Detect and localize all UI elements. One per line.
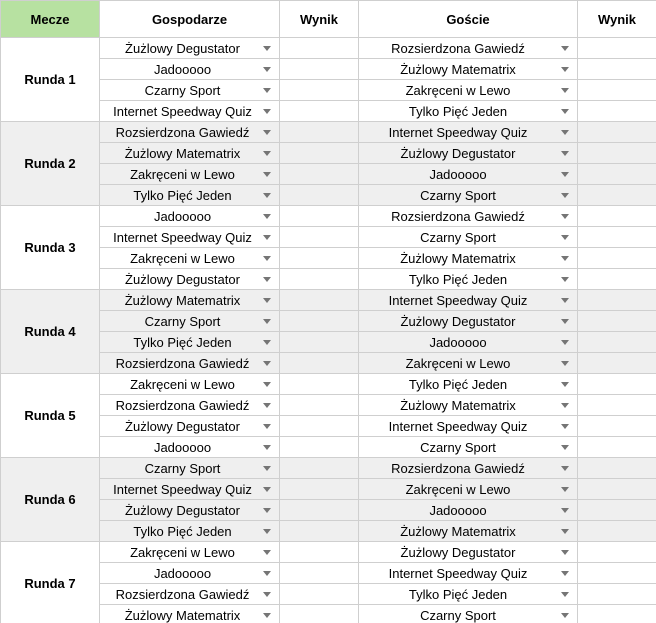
home-team-dropdown[interactable]: [100, 605, 280, 623]
away-team-name: Żużlowy Matematrix: [400, 397, 516, 413]
home-team-dropdown[interactable]: [100, 395, 280, 416]
chevron-down-icon[interactable]: [263, 193, 271, 198]
table-row: [1, 500, 656, 521]
chevron-down-icon[interactable]: [561, 214, 569, 219]
table-row: [1, 332, 656, 353]
away-team-name: Rozsierdzona Gawiedź: [391, 40, 525, 56]
chevron-down-icon[interactable]: [561, 109, 569, 114]
away-team-dropdown[interactable]: [359, 500, 578, 521]
home-team-name: Tylko Pięć Jeden: [133, 523, 232, 539]
home-score-cell[interactable]: [280, 584, 359, 605]
away-score-cell[interactable]: [578, 353, 656, 374]
chevron-down-icon[interactable]: [561, 193, 569, 198]
home-score-cell[interactable]: [280, 353, 359, 374]
chevron-down-icon[interactable]: [263, 424, 271, 429]
table-row: [1, 122, 656, 143]
away-team-name: Żużlowy Degustator: [400, 313, 516, 329]
away-score-cell[interactable]: [578, 332, 656, 353]
header-goscie[interactable]: Goście: [359, 1, 578, 38]
home-score-cell[interactable]: [280, 374, 359, 395]
table-row: [1, 563, 656, 584]
away-team-name: Zakręceni w Lewo: [405, 82, 511, 98]
chevron-down-icon[interactable]: [263, 466, 271, 471]
home-team-dropdown[interactable]: [100, 38, 280, 59]
chevron-down-icon[interactable]: [263, 571, 271, 576]
home-team-dropdown[interactable]: [100, 143, 280, 164]
away-team-dropdown[interactable]: [359, 437, 578, 458]
home-score-cell[interactable]: [280, 332, 359, 353]
chevron-down-icon[interactable]: [263, 214, 271, 219]
home-team-name: Rozsierdzona Gawiedź: [115, 355, 250, 371]
home-team-dropdown[interactable]: [100, 122, 280, 143]
away-score-cell[interactable]: [578, 395, 656, 416]
away-team-dropdown[interactable]: [359, 458, 578, 479]
chevron-down-icon[interactable]: [561, 298, 569, 303]
away-team-name: Żużlowy Matematrix: [400, 250, 516, 266]
table-row: [1, 269, 656, 290]
home-team-dropdown[interactable]: [100, 563, 280, 584]
away-score-cell[interactable]: [578, 59, 656, 80]
home-team-name: Jadooooo: [153, 565, 212, 581]
round-label[interactable]: Runda 4: [1, 290, 100, 374]
chevron-down-icon[interactable]: [561, 613, 569, 618]
home-team-dropdown[interactable]: [100, 458, 280, 479]
away-team-dropdown[interactable]: [359, 374, 578, 395]
chevron-down-icon[interactable]: [263, 319, 271, 324]
away-team-name: Tylko Pięć Jeden: [408, 271, 508, 287]
home-score-cell[interactable]: [280, 248, 359, 269]
chevron-down-icon[interactable]: [263, 277, 271, 282]
chevron-down-icon[interactable]: [561, 151, 569, 156]
chevron-down-icon[interactable]: [263, 403, 271, 408]
away-team-name: Czarny Sport: [420, 607, 496, 623]
round-label[interactable]: Runda 7: [1, 542, 100, 623]
away-score-cell[interactable]: [578, 248, 656, 269]
table-row: [1, 374, 656, 395]
home-team-dropdown[interactable]: [100, 101, 280, 122]
away-score-cell[interactable]: [578, 521, 656, 542]
home-score-cell[interactable]: [280, 101, 359, 122]
table-row: [1, 416, 656, 437]
away-score-cell[interactable]: [578, 101, 656, 122]
table-row: [1, 248, 656, 269]
away-team-name: Zakręceni w Lewo: [405, 481, 511, 497]
chevron-down-icon[interactable]: [561, 466, 569, 471]
chevron-down-icon[interactable]: [263, 382, 271, 387]
chevron-down-icon[interactable]: [561, 172, 569, 177]
away-score-cell[interactable]: [578, 185, 656, 206]
home-score-cell[interactable]: [280, 542, 359, 563]
round-label[interactable]: Runda 5: [1, 374, 100, 458]
chevron-down-icon[interactable]: [561, 361, 569, 366]
away-team-dropdown[interactable]: [359, 479, 578, 500]
chevron-down-icon[interactable]: [263, 151, 271, 156]
chevron-down-icon[interactable]: [561, 529, 569, 534]
home-team-name: Żużlowy Degustator: [125, 418, 240, 434]
table-row: [1, 437, 656, 458]
home-team-name: Żużlowy Matematrix: [124, 607, 241, 623]
home-score-cell[interactable]: [280, 521, 359, 542]
home-score-cell[interactable]: [280, 311, 359, 332]
chevron-down-icon[interactable]: [263, 508, 271, 513]
chevron-down-icon[interactable]: [263, 172, 271, 177]
home-team-dropdown[interactable]: [100, 185, 280, 206]
away-team-dropdown[interactable]: [359, 311, 578, 332]
home-score-cell[interactable]: [280, 38, 359, 59]
home-score-cell[interactable]: [280, 416, 359, 437]
home-team-name: Tylko Pięć Jeden: [133, 187, 232, 203]
chevron-down-icon[interactable]: [561, 424, 569, 429]
table-row: [1, 458, 656, 479]
away-team-dropdown[interactable]: [359, 122, 578, 143]
home-team-dropdown[interactable]: [100, 584, 280, 605]
away-team-name: Rozsierdzona Gawiedź: [391, 460, 525, 476]
chevron-down-icon[interactable]: [561, 130, 569, 135]
away-team-name: Tylko Pięć Jeden: [408, 586, 508, 602]
away-score-cell[interactable]: [578, 500, 656, 521]
home-score-cell[interactable]: [280, 269, 359, 290]
away-score-cell[interactable]: [578, 227, 656, 248]
header-mecze[interactable]: Mecze: [1, 1, 100, 38]
away-team-name: Tylko Pięć Jeden: [408, 376, 508, 392]
chevron-down-icon[interactable]: [263, 445, 271, 450]
home-score-cell[interactable]: [280, 143, 359, 164]
away-score-cell[interactable]: [578, 38, 656, 59]
away-score-cell[interactable]: [578, 542, 656, 563]
home-score-cell[interactable]: [280, 185, 359, 206]
table-row: [1, 206, 656, 227]
home-team-name: Internet Speedway Quiz: [113, 481, 252, 497]
away-team-dropdown[interactable]: [359, 248, 578, 269]
home-team-name: Żużlowy Degustator: [125, 502, 240, 518]
home-team-dropdown[interactable]: [100, 332, 280, 353]
home-score-cell[interactable]: [280, 227, 359, 248]
home-score-cell[interactable]: [280, 563, 359, 584]
home-team-name: Jadooooo: [153, 208, 212, 224]
home-team-name: Żużlowy Degustator: [125, 40, 240, 56]
away-team-name: Czarny Sport: [420, 187, 496, 203]
away-score-cell[interactable]: [578, 437, 656, 458]
home-team-name: Rozsierdzona Gawiedź: [115, 586, 250, 602]
home-score-cell[interactable]: [280, 458, 359, 479]
chevron-down-icon[interactable]: [561, 277, 569, 282]
table-row: [1, 164, 656, 185]
chevron-down-icon[interactable]: [561, 508, 569, 513]
home-team-name: Czarny Sport: [144, 82, 221, 98]
away-score-cell[interactable]: [578, 311, 656, 332]
table-row: [1, 143, 656, 164]
chevron-down-icon[interactable]: [263, 130, 271, 135]
chevron-down-icon[interactable]: [263, 235, 271, 240]
round-label[interactable]: Runda 3: [1, 206, 100, 290]
home-team-dropdown[interactable]: [100, 479, 280, 500]
home-score-cell[interactable]: [280, 500, 359, 521]
header-wynik-away[interactable]: Wynik: [578, 1, 656, 38]
away-team-dropdown[interactable]: [359, 269, 578, 290]
home-team-name: Rozsierdzona Gawiedź: [115, 397, 250, 413]
home-team-dropdown[interactable]: [100, 521, 280, 542]
home-team-name: Zakręceni w Lewo: [130, 376, 235, 392]
home-team-name: Internet Speedway Quiz: [113, 229, 252, 245]
away-team-dropdown[interactable]: [359, 185, 578, 206]
chevron-down-icon[interactable]: [561, 592, 569, 597]
away-team-name: Żużlowy Matematrix: [400, 523, 516, 539]
away-team-dropdown[interactable]: [359, 227, 578, 248]
home-team-name: Zakręceni w Lewo: [130, 250, 235, 266]
table-row: [1, 80, 656, 101]
table-row: [1, 185, 656, 206]
away-team-name: Żużlowy Degustator: [400, 544, 516, 560]
chevron-down-icon[interactable]: [561, 445, 569, 450]
away-team-dropdown[interactable]: [359, 206, 578, 227]
chevron-down-icon[interactable]: [263, 67, 271, 72]
table-row: [1, 38, 656, 59]
header-gospodarze[interactable]: Gospodarze: [100, 1, 280, 38]
home-team-name: Żużlowy Matematrix: [124, 292, 241, 308]
chevron-down-icon[interactable]: [561, 256, 569, 261]
away-team-dropdown[interactable]: [359, 563, 578, 584]
chevron-down-icon[interactable]: [561, 235, 569, 240]
chevron-down-icon[interactable]: [263, 529, 271, 534]
away-team-dropdown[interactable]: [359, 164, 578, 185]
chevron-down-icon[interactable]: [561, 340, 569, 345]
away-score-cell[interactable]: [578, 143, 656, 164]
away-team-name: Internet Speedway Quiz: [388, 565, 528, 581]
away-team-name: Żużlowy Matematrix: [400, 61, 516, 77]
chevron-down-icon[interactable]: [561, 403, 569, 408]
away-team-dropdown[interactable]: [359, 101, 578, 122]
home-score-cell[interactable]: [280, 290, 359, 311]
home-team-dropdown[interactable]: [100, 248, 280, 269]
away-team-dropdown[interactable]: [359, 332, 578, 353]
home-team-dropdown[interactable]: [100, 269, 280, 290]
home-team-name: Żużlowy Degustator: [125, 271, 240, 287]
chevron-down-icon[interactable]: [263, 298, 271, 303]
round-label[interactable]: Runda 2: [1, 122, 100, 206]
table-row: [1, 605, 656, 623]
table-row: [1, 542, 656, 563]
away-team-name: Internet Speedway Quiz: [388, 292, 528, 308]
away-score-cell[interactable]: [578, 290, 656, 311]
chevron-down-icon[interactable]: [561, 67, 569, 72]
home-score-cell[interactable]: [280, 122, 359, 143]
home-score-cell[interactable]: [280, 605, 359, 623]
home-team-dropdown[interactable]: [100, 416, 280, 437]
home-team-dropdown[interactable]: [100, 80, 280, 101]
away-team-name: Internet Speedway Quiz: [388, 418, 528, 434]
round-label[interactable]: Runda 1: [1, 38, 100, 122]
table-row: [1, 584, 656, 605]
away-team-dropdown[interactable]: [359, 80, 578, 101]
home-team-dropdown[interactable]: [100, 500, 280, 521]
away-team-dropdown[interactable]: [359, 143, 578, 164]
chevron-down-icon[interactable]: [263, 592, 271, 597]
away-team-name: Internet Speedway Quiz: [388, 124, 528, 140]
table-row: [1, 101, 656, 122]
away-score-cell[interactable]: [578, 563, 656, 584]
home-score-cell[interactable]: [280, 80, 359, 101]
home-team-name: Jadooooo: [153, 439, 212, 455]
away-team-dropdown[interactable]: [359, 353, 578, 374]
round-label[interactable]: Runda 6: [1, 458, 100, 542]
away-score-cell[interactable]: [578, 584, 656, 605]
chevron-down-icon[interactable]: [263, 487, 271, 492]
table-row: [1, 59, 656, 80]
home-team-dropdown[interactable]: [100, 542, 280, 563]
chevron-down-icon[interactable]: [561, 382, 569, 387]
chevron-down-icon[interactable]: [561, 550, 569, 555]
home-team-name: Czarny Sport: [144, 460, 221, 476]
away-team-dropdown[interactable]: [359, 542, 578, 563]
away-score-cell[interactable]: [578, 374, 656, 395]
away-score-cell[interactable]: [578, 416, 656, 437]
table-row: [1, 395, 656, 416]
away-score-cell[interactable]: [578, 80, 656, 101]
table-row: [1, 353, 656, 374]
home-team-dropdown[interactable]: [100, 374, 280, 395]
away-team-name: Jadooooo: [429, 166, 487, 182]
home-team-name: Rozsierdzona Gawiedź: [115, 124, 250, 140]
away-team-dropdown[interactable]: [359, 416, 578, 437]
chevron-down-icon[interactable]: [263, 46, 271, 51]
home-score-cell[interactable]: [280, 395, 359, 416]
table-row: [1, 290, 656, 311]
away-score-cell[interactable]: [578, 269, 656, 290]
away-team-name: Czarny Sport: [420, 229, 496, 245]
chevron-down-icon[interactable]: [561, 46, 569, 51]
chevron-down-icon[interactable]: [263, 88, 271, 93]
chevron-down-icon[interactable]: [263, 361, 271, 366]
home-team-name: Internet Speedway Quiz: [113, 103, 252, 119]
away-team-dropdown[interactable]: [359, 290, 578, 311]
home-score-cell[interactable]: [280, 479, 359, 500]
home-team-dropdown[interactable]: [100, 206, 280, 227]
home-team-name: Zakręceni w Lewo: [130, 544, 235, 560]
away-team-name: Rozsierdzona Gawiedź: [391, 208, 525, 224]
home-team-dropdown[interactable]: [100, 227, 280, 248]
away-team-name: Zakręceni w Lewo: [405, 355, 511, 371]
chevron-down-icon[interactable]: [263, 613, 271, 618]
chevron-down-icon[interactable]: [263, 550, 271, 555]
home-score-cell[interactable]: [280, 437, 359, 458]
home-score-cell[interactable]: [280, 59, 359, 80]
chevron-down-icon[interactable]: [263, 256, 271, 261]
home-team-dropdown[interactable]: [100, 290, 280, 311]
table-row: [1, 479, 656, 500]
away-team-name: Jadooooo: [429, 502, 487, 518]
away-team-dropdown[interactable]: [359, 521, 578, 542]
home-team-dropdown[interactable]: [100, 311, 280, 332]
away-score-cell[interactable]: [578, 479, 656, 500]
home-team-dropdown[interactable]: [100, 437, 280, 458]
table-row: [1, 311, 656, 332]
away-team-dropdown[interactable]: [359, 605, 578, 623]
home-team-dropdown[interactable]: [100, 164, 280, 185]
header-wynik-home[interactable]: Wynik: [280, 1, 359, 38]
chevron-down-icon[interactable]: [561, 319, 569, 324]
away-score-cell[interactable]: [578, 206, 656, 227]
chevron-down-icon[interactable]: [263, 109, 271, 114]
table-row: [1, 227, 656, 248]
away-team-name: Jadooooo: [429, 334, 487, 350]
chevron-down-icon[interactable]: [263, 340, 271, 345]
header-row: [1, 1, 656, 38]
home-score-cell[interactable]: [280, 164, 359, 185]
table-row: [1, 521, 656, 542]
away-team-name: Żużlowy Degustator: [400, 145, 516, 161]
away-score-cell[interactable]: [578, 122, 656, 143]
home-score-cell[interactable]: [280, 206, 359, 227]
chevron-down-icon[interactable]: [561, 487, 569, 492]
chevron-down-icon[interactable]: [561, 88, 569, 93]
home-team-dropdown[interactable]: [100, 353, 280, 374]
away-score-cell[interactable]: [578, 605, 656, 623]
home-team-name: Żużlowy Matematrix: [124, 145, 241, 161]
away-team-dropdown[interactable]: [359, 584, 578, 605]
rounds-body: [1, 38, 656, 623]
away-score-cell[interactable]: [578, 164, 656, 185]
away-team-dropdown[interactable]: [359, 59, 578, 80]
away-team-dropdown[interactable]: [359, 395, 578, 416]
home-team-name: Czarny Sport: [144, 313, 221, 329]
away-team-name: Czarny Sport: [420, 439, 496, 455]
home-team-dropdown[interactable]: [100, 59, 280, 80]
home-team-name: Tylko Pięć Jeden: [133, 334, 232, 350]
home-team-name: Zakręceni w Lewo: [130, 166, 235, 182]
chevron-down-icon[interactable]: [561, 571, 569, 576]
away-team-dropdown[interactable]: [359, 38, 578, 59]
away-score-cell[interactable]: [578, 458, 656, 479]
away-team-name: Tylko Pięć Jeden: [408, 103, 508, 119]
home-team-name: Jadooooo: [153, 61, 212, 77]
